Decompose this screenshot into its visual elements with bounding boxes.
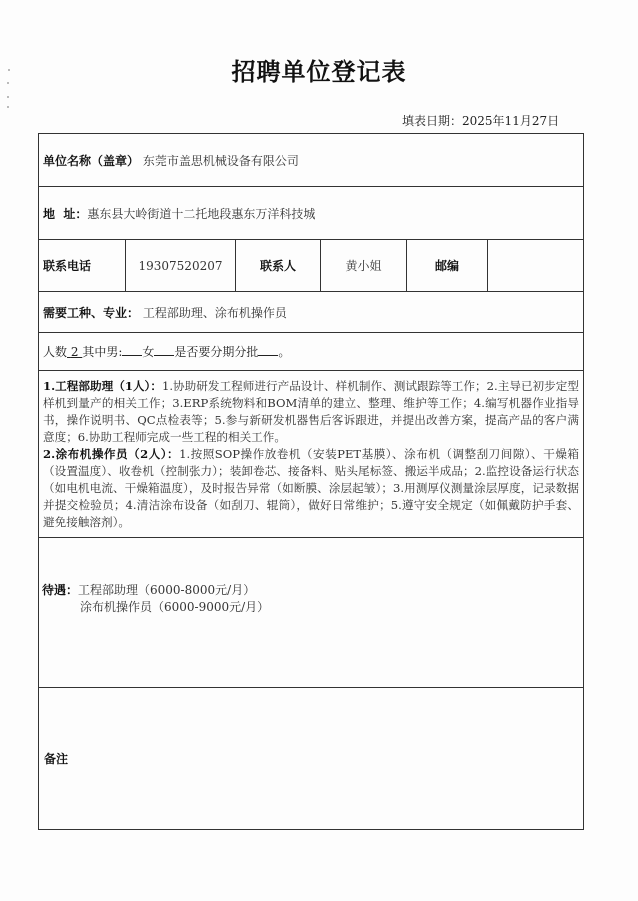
remarks-cell [39, 688, 584, 830]
fill-date-label: 填表日期： [402, 114, 463, 128]
female-label: 女 [142, 345, 155, 359]
headcount-cell [39, 333, 584, 371]
company-label: 单位名称（盖章） [43, 153, 140, 168]
phone-value: 19307520207 [126, 240, 236, 292]
company-value: 东莞市盖思机械设备有限公司 [142, 153, 299, 168]
female-blank [154, 343, 174, 356]
remarks-label: 备注 [44, 752, 69, 766]
contact-row [39, 240, 584, 292]
male-label: 其中男: [82, 345, 123, 359]
phone-label: 联系电话 [39, 240, 126, 292]
salary-line-1: 工程部助理（6000-8000元/月） [78, 582, 256, 597]
job-2-text: 1.按照SOP操作放卷机（安装PET基膜）、涂布机（调整刮刀间隙）、干燥箱（设置温度）、收卷机（控制张力）；装卸卷芯、接备料、贴头尾标签、搬运半成品；2.监控设备运行状态（如电机电流、干燥箱温度），及时报告异常（如断膜、涂层起皱）；3.用测厚仪测量涂层厚度，记录数据并提交检验员；4.清洁涂布设备（如刮刀、辊筒），做好日常维护；5.遵守安全规定（如佩戴防护手套、避免接触溶剂）。 [43, 446, 580, 529]
headcount-total [67, 345, 82, 359]
headcount-suffix: 。 [278, 345, 291, 359]
postcode-value [488, 240, 584, 292]
contact-person-label: 联系人 [236, 240, 321, 292]
job-2-title: 2.涂布机操作员（2人）： [43, 446, 180, 461]
salary-label: 待遇： [42, 582, 79, 597]
address-cell [39, 187, 584, 240]
job-description-cell [39, 371, 584, 538]
address-label: 地 址： [43, 206, 88, 221]
headcount-total-value: 2 [70, 345, 79, 359]
salary-row [39, 538, 584, 688]
job-1-title: 1.工程部助理（1人）： [43, 378, 162, 393]
postcode-label: 邮编 [407, 240, 488, 292]
address-row [39, 187, 584, 240]
job-description-row [39, 371, 584, 538]
headcount-row [39, 333, 584, 371]
company-cell [39, 134, 584, 187]
registration-form-table [38, 133, 584, 830]
batch-blank [258, 343, 278, 356]
positions-label: 需要工种、专业： [43, 305, 140, 320]
contact-person-value: 黄小姐 [321, 240, 407, 292]
positions-row [39, 292, 584, 333]
job-1-text: 1.协助研发工程师进行产品设计、样机制作、测试跟踪等工作；2.主导已初步定型样机到量产的相关工作；3.ERP系统物料和BOM清单的建立、整理、维护等工作；4.编写机器作业指导书，操作说明书、QC点检表等；5.参与新研发机器售后客诉跟进，并提出改善方案，提高产品的客户满意度；6.协助工程师完成一些工程的相关工作。 [43, 378, 580, 444]
address-value: 惠东县大岭街道十二托地段惠东万洋科技城 [87, 206, 316, 221]
headcount-prefix: 人数 [43, 345, 68, 359]
salary-cell [39, 538, 584, 688]
positions-value: 工程部助理、涂布机操作员 [142, 305, 287, 320]
fill-date-value: 2025年11月27日 [462, 114, 560, 128]
batch-label: 是否要分期分批 [174, 345, 259, 359]
fill-date [402, 112, 559, 129]
male-blank [122, 343, 142, 356]
remarks-row [39, 688, 584, 830]
salary-line-2: 涂布机操作员（6000-9000元/月） [80, 599, 270, 614]
company-row [39, 134, 584, 187]
positions-cell [39, 292, 584, 333]
document-title: 招聘单位登记表 [231, 57, 407, 86]
